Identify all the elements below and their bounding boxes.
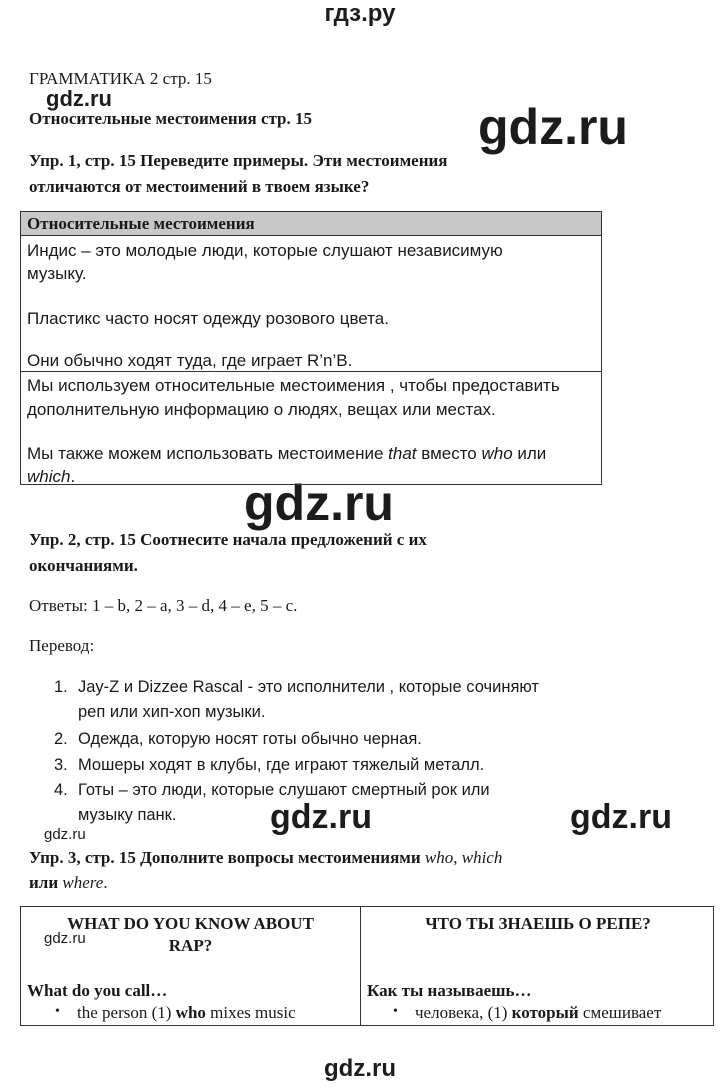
rule-text: вместо [416, 444, 482, 463]
bullet-icon: • [393, 1004, 398, 1019]
rule-line2: дополнительную информацию о людях, вещах или местах. [27, 400, 496, 419]
watermark-tiny: gdz.ru [44, 930, 86, 947]
example-1-line1: Индис – это молодые люди, которые слушают независимую [27, 241, 503, 260]
translation-label: Перевод: [29, 636, 95, 655]
word-which: which [461, 848, 503, 867]
word-that: that [388, 444, 417, 463]
comma: , [453, 848, 462, 867]
period: . [103, 873, 108, 892]
word-or: или [29, 873, 63, 892]
left-bullet-post: mixes music [205, 1003, 296, 1022]
right-bullet-post: смешивает [578, 1003, 662, 1022]
watermark-tiny: gdz.ru [44, 826, 86, 843]
right-header: ЧТО ТЫ ЗНАЕШЬ О РЕПЕ? [425, 914, 651, 933]
watermark-large: gdz.ru [244, 475, 394, 531]
watermark-medium: gdz.ru [570, 798, 672, 836]
word-who: who [481, 444, 513, 463]
item-number: 1. [54, 678, 68, 696]
exercise-3-title-bold: Упр. 3, стр. 15 Дополните вопросы местоимениями [29, 848, 425, 867]
item-number: 2. [54, 730, 68, 748]
site-watermark-top: гдз.ру [324, 0, 396, 27]
right-subheading: Как ты называешь… [367, 981, 532, 1000]
item-number: 4. [54, 781, 68, 799]
rule-line1: Мы используем относительные местоимения , чтобы предоставить [27, 376, 560, 395]
exercise-2-title-line1: Упр. 2, стр. 15 Соотнесите начала предложений с их [29, 530, 427, 549]
rap-table [20, 906, 714, 1026]
answers: Ответы: 1 – b, 2 – a, 3 – d, 4 – e, 5 – c. [29, 596, 298, 615]
rule-box [20, 211, 602, 485]
rule-text: . [70, 467, 76, 486]
rule-box-header: Относительные местоимения [21, 212, 601, 236]
word-which: which [27, 467, 71, 486]
example-2: Пластикс часто носят одежду розового цвета. [27, 309, 389, 328]
rule-text: или [512, 444, 547, 463]
left-bullet-text [77, 1002, 296, 1024]
item-text: Готы – это люди, которые слушают смертный рок или [78, 781, 490, 799]
rule-that-line1 [27, 442, 597, 465]
item-text: реп или хип-хоп музыки. [78, 703, 266, 721]
left-bullet-pre: the person (1) [77, 1003, 176, 1022]
rule-that-line2 [27, 465, 597, 488]
section-title: Относительные местоимения стр. 15 [29, 109, 313, 128]
rule-box-divider [21, 371, 601, 372]
watermark-medium: gdz.ru [270, 798, 372, 836]
exercise-3-title-line2 [29, 871, 108, 895]
right-bullet-pre: человека, (1) [415, 1003, 512, 1022]
exercise-1-title-line1: Упр. 1, стр. 15 Переведите примеры. Эти местоимения [29, 151, 448, 170]
exercise-3-title-line1 [29, 846, 502, 870]
left-header-line2: RAP? [168, 936, 213, 955]
rule-text: Мы также можем использовать местоимение [27, 444, 389, 463]
right-bullet-text [415, 1002, 661, 1024]
item-text: Jay-Z и Dizzee Rascal - это исполнители , которые сочиняют [78, 678, 539, 696]
right-bullet-bold: который [511, 1003, 579, 1022]
bullet-icon: • [55, 1004, 60, 1019]
word-where: where [62, 873, 104, 892]
example-1-line2: музыку. [27, 264, 87, 283]
grammar-heading: ГРАММАТИКА 2 стр. 15 [29, 69, 212, 88]
left-subheading: What do you call… [27, 981, 168, 1000]
site-watermark-bottom: gdz.ru [324, 1055, 396, 1082]
left-bullet-bold: who [175, 1003, 206, 1022]
item-number: 3. [54, 756, 68, 774]
left-header-line1: WHAT DO YOU KNOW ABOUT [67, 914, 314, 933]
exercise-1-title-line2: отличаются от местоимений в твоем языке? [29, 177, 370, 196]
watermark-small: gdz.ru [46, 86, 112, 111]
example-3: Они обычно ходят туда, где играет R’n’B. [27, 351, 353, 370]
word-who: who [424, 848, 454, 867]
item-text: Одежда, которую носят готы обычно черная. [78, 730, 422, 748]
item-text: музыку панк. [78, 806, 177, 824]
item-text: Мошеры ходят в клубы, где играют тяжелый металл. [78, 756, 485, 774]
exercise-2-title-line2: окончаниями. [29, 556, 138, 575]
watermark-large: gdz.ru [478, 99, 628, 155]
